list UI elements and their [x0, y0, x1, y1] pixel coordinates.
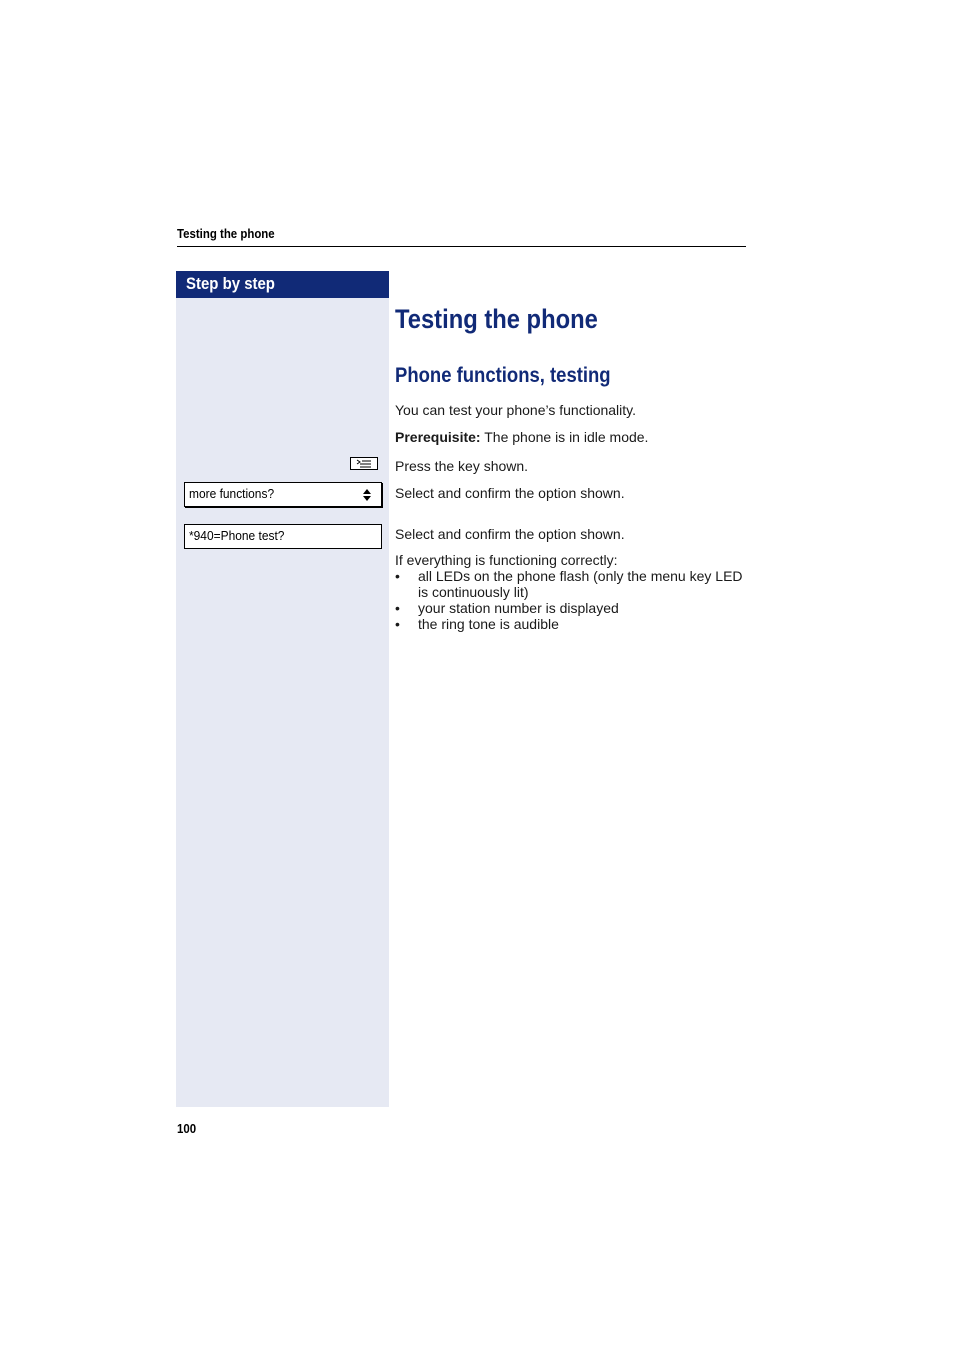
- step-select-option-2: Select and confirm the option shown.: [395, 526, 625, 542]
- display-phone-test-text: *940=Phone test?: [189, 528, 285, 543]
- list-item: • your station number is displayed: [395, 600, 619, 616]
- running-header: Testing the phone: [177, 226, 275, 241]
- step-by-step-sidebar: [176, 271, 389, 1107]
- intro-text: You can test your phone’s functionality.: [395, 402, 637, 418]
- page-number: 100: [177, 1121, 197, 1136]
- section-title: Phone functions, testing: [395, 364, 611, 387]
- result-intro: If everything is functioning correctly:: [395, 552, 618, 568]
- list-item: • all LEDs on the phone flash (only the menu key LED is continuously lit): [395, 568, 743, 600]
- page-title: Testing the phone: [395, 304, 598, 334]
- display-phone-test: [184, 524, 382, 549]
- prerequisite-text: [395, 429, 648, 445]
- menu-key-icon: [350, 457, 378, 470]
- prerequisite-label: Prerequisite:: [395, 429, 481, 445]
- step-select-option-1: Select and confirm the option shown.: [395, 485, 625, 501]
- sidebar-header-label: Step by step: [186, 274, 275, 293]
- result-list: [395, 568, 743, 632]
- list-item: • the ring tone is audible: [395, 616, 559, 632]
- step-press-key: Press the key shown.: [395, 458, 529, 474]
- display-more-functions-text: more functions?: [189, 486, 275, 501]
- prerequisite-value: The phone is in idle mode.: [480, 429, 649, 445]
- up-down-arrow-icon: [363, 489, 371, 501]
- header-rule: [177, 246, 746, 247]
- display-more-functions: [184, 482, 382, 507]
- sidebar-header: [176, 271, 389, 298]
